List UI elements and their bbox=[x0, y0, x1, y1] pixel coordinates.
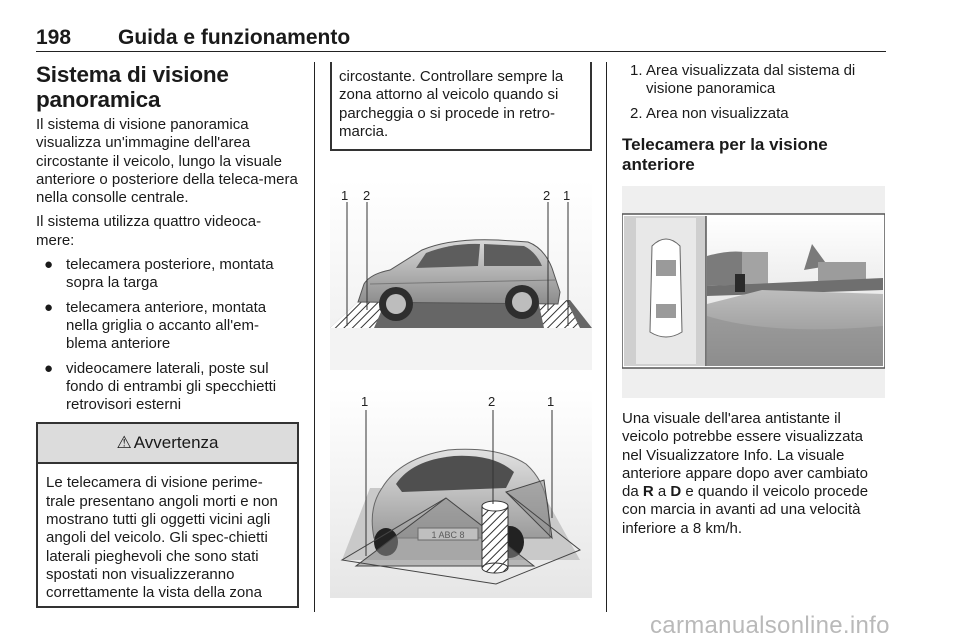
front-camera-description bbox=[622, 410, 887, 538]
warning-header bbox=[38, 424, 297, 464]
warning-title: Avvertenza bbox=[133, 433, 219, 453]
column-right bbox=[622, 62, 887, 175]
list-item: 1. Area visualizzata dal sistema di visione panoramica bbox=[630, 62, 856, 98]
intro-paragraph: Il sistema di visione panoramica visualizza un'immagine dell'area circostante il veicolo, lungo la visuale anteriore o posteriore della teleca-mera nella consolle centrale. bbox=[36, 116, 298, 207]
running-head: Guida e funzionamento bbox=[118, 26, 351, 49]
warning-box bbox=[36, 422, 299, 608]
callout-label: 2 bbox=[488, 394, 496, 409]
column-divider bbox=[314, 62, 315, 612]
figure-legend bbox=[622, 62, 887, 123]
list-item: 2. Area non visualizzata bbox=[630, 104, 789, 122]
bullet-icon: ● bbox=[44, 256, 54, 274]
callout-label: 1 bbox=[341, 188, 349, 203]
subsection-title: Telecamera per la visione anteriore bbox=[622, 134, 828, 174]
cameras-intro: Il sistema utilizza quattro videoca-mere: bbox=[36, 213, 262, 249]
callout-label: 1 bbox=[547, 394, 555, 409]
gear-d: D bbox=[670, 483, 682, 501]
bullet-icon: ● bbox=[44, 298, 54, 316]
column-divider bbox=[606, 62, 607, 612]
figure-info-display bbox=[622, 186, 885, 398]
figure-side-view bbox=[330, 180, 592, 370]
callout-label: 1 bbox=[361, 394, 369, 409]
warning-text: Le telecamera di visione perime-trale presentano angoli morti e non mostrano tutti gli oggetti vicini agli angoli del veicolo. Gli spec-chietti laterali pieghevoli che sono stati spostati non visualizzeranno correttamente la vista della zona bbox=[46, 474, 278, 602]
body-paragraph: Una visuale dell'area antistante il veicolo potrebbe essere visualizzata nel Visualizzatore Info. La visuale anteriore appare dopo aver cambiato da R a D e quando il veicolo procede con marcia in avanti ad una velocità inferiore a 8 km/h. bbox=[622, 410, 869, 537]
callout-label: 2 bbox=[543, 188, 551, 203]
list-item: ● telecamera anteriore, montata nella griglia o accanto all'em-blema anteriore bbox=[44, 298, 267, 353]
page-number: 198 bbox=[36, 26, 72, 49]
list-item: ● telecamera posteriore, montata sopra la targa bbox=[44, 256, 274, 292]
list-item: ● videocamere laterali, poste sul fondo di entrambi gli specchietti retrovisori esterni bbox=[44, 359, 277, 414]
camera-display-illustration bbox=[622, 186, 885, 398]
callout-label: 2 bbox=[363, 188, 371, 203]
front-view-illustration bbox=[330, 388, 592, 598]
callout-label: 1 bbox=[563, 188, 571, 203]
gear-r: R bbox=[642, 483, 654, 501]
column-left bbox=[36, 62, 299, 608]
column-middle bbox=[330, 62, 592, 151]
section-title: Sistema di visione panoramica bbox=[36, 62, 229, 112]
figure-front-view bbox=[330, 388, 592, 598]
watermark: carmanualsonline.info bbox=[650, 612, 890, 639]
page-header bbox=[36, 26, 886, 52]
bullet-icon: ● bbox=[44, 359, 54, 377]
side-view-illustration bbox=[330, 180, 592, 370]
warning-continued: circostante. Controllare sempre la zona attorno al veicolo quando si parcheggia o si procede in retro-marcia. bbox=[330, 62, 592, 151]
camera-list bbox=[36, 256, 299, 414]
warning-triangle-icon: ⚠ bbox=[116, 433, 132, 453]
